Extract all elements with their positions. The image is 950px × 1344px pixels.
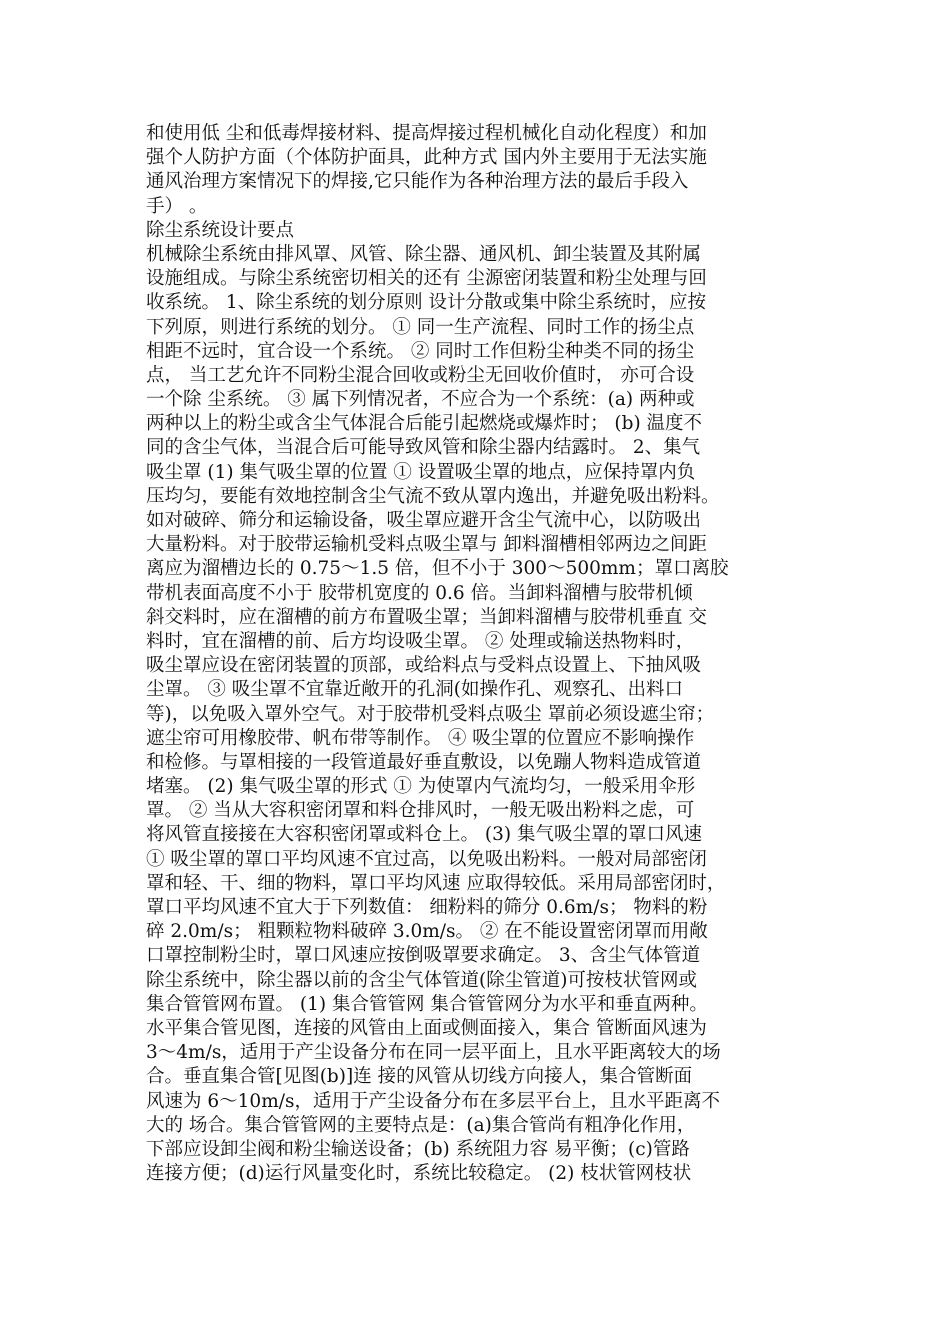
text-line: 3～4m/s，适用于产尘设备分布在同一层平面上，且水平距离较大的场 <box>146 1042 721 1064</box>
text-line: 尘罩。 ③ 吸尘罩不宜靠近敞开的孔洞(如操作孔、观察孔、出料口 <box>146 679 683 701</box>
text-line: 和检修。与罩相接的一段管道最好垂直敷设，以免蹦人物料造成管道 <box>146 751 702 773</box>
text-line: 堵塞。 (2) 集气吸尘罩的形式 ① 为使罩内气流均匀，一般采用伞形 <box>146 776 696 798</box>
text-line: 压均匀，要能有效地控制含尘气流不致从罩内逸出，并避免吸出粉料。 <box>146 485 720 507</box>
text-line: ① 吸尘罩的罩口平均风速不宜过高，以免吸出粉料。一般对局部密闭 <box>146 848 707 870</box>
text-line: 大量粉料。对于胶带运输机受料点吸尘罩与 卸料溜槽相邻两边之间距 <box>146 534 707 556</box>
text-line: 同的含尘气体，当混合后可能导致风管和除尘器内结露时。 2、集气 <box>146 437 701 459</box>
text-line: 将风管直接接在大容积密闭罩或料仓上。 (3) 集气吸尘罩的罩口风速 <box>146 824 702 846</box>
text-line: 如对破碎、筛分和运输设备，吸尘罩应避开含尘气流中心，以防吸出 <box>146 510 702 531</box>
text-line: 口罩控制粉尘时，罩口风速应按倒吸罩要求确定。 3、含尘气体管道 <box>146 945 701 967</box>
text-line: 强个人防护方面（个体防护面具，此种方式 国内外主要用于无法实施 <box>146 147 707 169</box>
text-line: 集合管管网布置。 (1) 集合管管网 集合管管网分为水平和垂直两种。 <box>146 993 708 1015</box>
text-line: 一个除 尘系统。 ③ 属下列情况者，不应合为一个系统：(a) 两种或 <box>146 389 695 411</box>
text-line: 吸尘罩 (1) 集气吸尘罩的位置 ① 设置吸尘罩的地点，应保持罩内负 <box>146 461 696 483</box>
text-line: 手） 。 <box>146 195 208 217</box>
text-line: 合。垂直集合管[见图(b)]连 接的风管从切线方向接人，集合管断面 <box>146 1066 693 1088</box>
text-line: 相距不远时，宜合设一个系统。 ② 同时工作但粉尘种类不同的扬尘 <box>146 340 695 362</box>
text-line: 下部应设卸尘阀和粉尘输送设备；(b) 系统阻力容 易平衡；(c)管路 <box>146 1138 690 1160</box>
text-line: 碎 2.0m/s； 粗颗粒物料破碎 3.0m/s。 ② 在不能设置密闭罩而用敞 <box>146 921 708 943</box>
text-line: 收系统。 1、除尘系统的划分原则 设计分散或集中除尘系统时，应按 <box>146 292 707 314</box>
section-heading: 除尘系统设计要点 <box>146 219 295 241</box>
text-line: 等)，以免吸入罩外空气。对于胶带机受料点吸尘 罩前必须设遮尘帘； <box>146 703 715 725</box>
text-line: 设施组成。与除尘系统密切相关的还有 尘源密闭装置和粉尘处理与回 <box>146 268 707 290</box>
text-line: 和使用低 尘和低毒焊接材料、提高焊接过程机械化自动化程度）和加 <box>146 123 707 144</box>
text-line: 下列原，则进行系统的划分。 ① 同一生产流程、同时工作的扬尘点 <box>146 316 695 338</box>
text-line: 吸尘罩应设在密闭装置的顶部，或给料点与受料点设置上、下抽风吸 <box>146 655 702 677</box>
text-line: 风速为 6～10m/s，适用于产尘设备分布在多层平台上，且水平距离不 <box>146 1090 720 1112</box>
text-line: 斜交料时，应在溜槽的前方布置吸尘罩；当卸料溜槽与胶带机垂直 交 <box>146 606 707 628</box>
text-line: 除尘系统中，除尘器以前的含尘气体管道(除尘管道)可按枝状管网或 <box>146 969 697 991</box>
text-line: 料时，宜在溜槽的前、后方均设吸尘罩。 ② 处理或输送热物料时， <box>146 630 695 652</box>
text-line: 罩。 ② 当从大容积密闭罩和料仓排风时，一般无吸出粉料之虑，可 <box>146 800 695 822</box>
text-line: 离应为溜槽边长的 0.75～1.5 倍，但不小于 300～500mm；罩口离胶 <box>146 558 729 580</box>
text-line: 罩口平均风速不宜大于下列数值： 细粉料的筛分 0.6m/s； 物料的粉 <box>146 897 708 918</box>
text-line: 通风治理方案情况下的焊接,它只能作为各种治理方法的最后手段入 <box>146 171 689 193</box>
document-body <box>146 122 806 1186</box>
text-line: 点， 当工艺允许不同粉尘混合回收或粉尘无回收价值时， 亦可合设 <box>146 364 695 386</box>
text-line: 带机表面高度不小于 胶带机宽度的 0.6 倍。当卸料溜槽与胶带机倾 <box>146 582 693 604</box>
text-line: 两种以上的粉尘或含尘气体混合后能引起燃烧或爆炸时； (b) 温度不 <box>146 413 703 435</box>
text-line: 机械除尘系统由排风罩、风管、除尘器、通风机、卸尘装置及其附属 <box>146 243 702 265</box>
text-line: 大的 场合。集合管管网的主要特点是：(a)集合管尚有粗净化作用， <box>146 1114 696 1136</box>
text-line: 水平集合管见图，连接的风管由上面或侧面接入，集合 管断面风速为 <box>146 1017 707 1039</box>
text-line: 罩和轻、干、细的物料，罩口平均风速 应取得较低。采用局部密闭时， <box>146 872 726 894</box>
text-line: 遮尘帘可用橡胶带、帆布带等制作。 ④ 吸尘罩的位置应不影响操作 <box>146 727 695 749</box>
text-line: 连接方便；(d)运行风量变化时，系统比较稳定。 (2) 枝状管网枝状 <box>146 1163 692 1185</box>
